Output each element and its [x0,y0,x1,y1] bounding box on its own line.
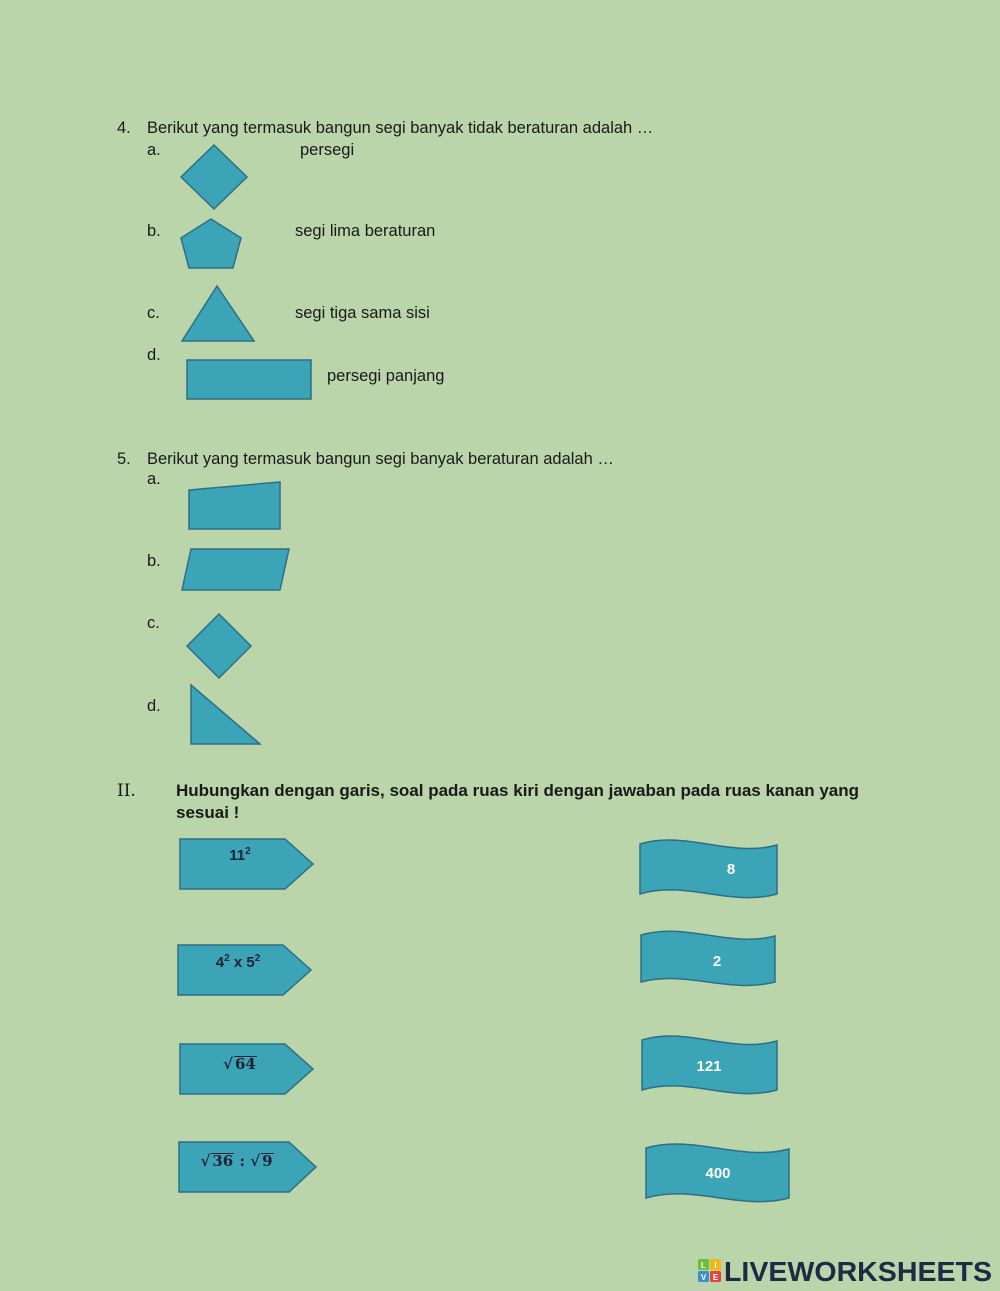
left-box-1-exponent: 2 [245,846,251,857]
liveworksheets-logo-graphic [698,1256,998,1286]
q4-option-c-triangle-shape[interactable] [181,285,255,342]
q4-option-a-diamond-shape[interactable] [180,144,248,210]
section-ii-instruction-line2: sesuai ! [176,803,240,822]
q4-option-d-letter: d. [147,346,161,364]
q5-option-a-trapezoid-shape[interactable] [188,481,282,531]
q4-option-d-rectangle-shape[interactable] [186,359,312,400]
left-box-2-a: 4 [215,954,225,971]
right-box-3[interactable] [641,1032,779,1100]
left-box-2-a-exponent: 2 [224,953,230,964]
q4-option-c-label: segi tiga sama sisi [295,304,430,322]
left-box-3-expression: √ 64 [223,1055,256,1073]
q5-option-a-letter: a. [147,470,161,488]
left-box-4-radicand-2: 9 [262,1152,273,1170]
left-box-1-base: 11 [229,847,246,864]
logo-badge-i-text: I [714,1261,717,1270]
right-box-4-value: 400 [705,1165,731,1182]
q5-option-c-square-shape[interactable] [186,613,252,679]
left-box-3-radicand: 64 [234,1055,256,1073]
q5-question: Berikut yang termasuk bangun segi banyak beraturan adalah … [147,450,614,468]
q4-number: 4. [117,119,131,137]
left-box-2-b-exponent: 2 [254,953,261,964]
logo-badge-v-text: V [700,1273,707,1282]
right-box-1[interactable] [639,836,779,904]
section-ii-instruction-line1: Hubungkan dengan garis, soal pada ruas kiri dengan jawaban pada ruas kanan yang [176,781,860,800]
right-box-3-value: 121 [696,1058,722,1075]
left-box-1-expression [179,846,301,864]
left-box-4-operator: : [234,1152,251,1170]
left-box-1[interactable] [179,838,315,891]
left-box-4-expression: √ 36 : √ 9 [200,1152,273,1170]
left-box-2-expression [177,953,299,971]
q5-option-b-parallelogram-shape[interactable] [181,548,291,592]
left-box-2-b: 5 [246,954,255,971]
q4-question: Berikut yang termasuk bangun segi banyak tidak beraturan adalah … [147,119,654,137]
section-ii-number: II. [117,781,136,801]
left-box-2[interactable] [177,944,313,997]
logo-wordmark: LIVEWORKSHEETS [724,1256,992,1287]
right-box-2-value: 2 [712,953,722,970]
q4-option-d-label: persegi panjang [327,367,445,385]
right-box-4[interactable] [645,1140,791,1208]
q4-option-b-pentagon-shape[interactable] [180,218,242,270]
left-box-2-operator: x [229,954,247,971]
left-box-4-radicand-1: 36 [212,1152,234,1170]
q4-option-a-label: persegi [300,141,355,159]
right-box-1-value: 8 [726,861,736,878]
right-box-2[interactable] [640,928,777,992]
left-box-3[interactable] [179,1043,315,1096]
q4-option-a-letter: a. [147,141,161,159]
q5-number: 5. [117,450,131,468]
q5-option-d-right-triangle-shape[interactable] [190,684,262,746]
logo-badge-l-text: L [701,1261,706,1270]
q5-option-d-letter: d. [147,697,161,715]
logo-badge-e-text: E [712,1273,719,1282]
left-box-4[interactable] [178,1141,318,1194]
q4-option-c-letter: c. [147,304,160,322]
liveworksheets-logo [698,1256,998,1286]
q5-option-b-letter: b. [147,552,161,570]
q4-option-b-label: segi lima beraturan [295,222,436,240]
q5-option-c-letter: c. [147,614,160,632]
q4-option-b-letter: b. [147,222,161,240]
